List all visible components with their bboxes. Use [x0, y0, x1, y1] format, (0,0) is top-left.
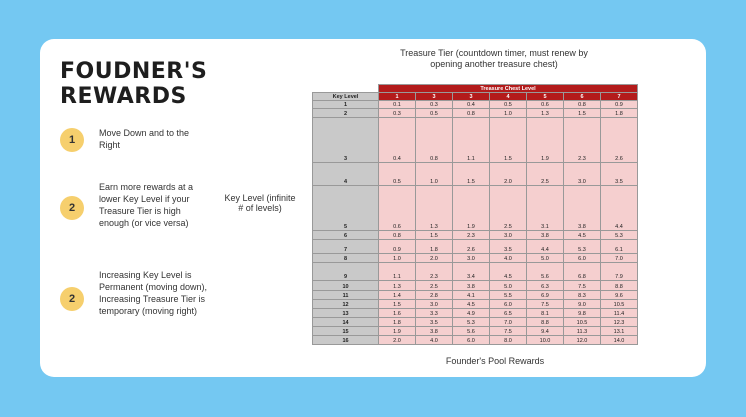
table-row — [313, 186, 638, 231]
reward-value-cell: 4.5 — [453, 300, 490, 309]
reward-value-cell: 5.3 — [453, 318, 490, 327]
key-level-cell: 11 — [313, 291, 379, 300]
table-row — [313, 309, 638, 318]
treasure-tier-label: Treasure Tier (countdown timer, must renew by opening another treasure chest) — [400, 48, 588, 69]
key-level-cell: 3 — [313, 118, 379, 163]
reward-value-cell: 6.0 — [453, 336, 490, 345]
reward-value-cell: 2.6 — [601, 118, 638, 163]
reward-value-cell: 1.5 — [416, 231, 453, 240]
reward-value-cell: 0.8 — [453, 109, 490, 118]
reward-value-cell: 5.0 — [490, 281, 527, 291]
table-row — [313, 101, 638, 109]
step-badge: 1 — [60, 128, 84, 152]
reward-value-cell: 2.5 — [527, 163, 564, 186]
key-level-cell: 10 — [313, 281, 379, 291]
reward-value-cell: 0.9 — [379, 240, 416, 254]
reward-value-cell: 1.1 — [379, 263, 416, 281]
chest-level-column-header: 5 — [527, 93, 564, 101]
key-level-label: Key Level (infinite # of levels) — [224, 193, 296, 213]
table-row — [313, 118, 638, 163]
key-level-cell: 7 — [313, 240, 379, 254]
reward-value-cell: 10.0 — [527, 336, 564, 345]
reward-value-cell: 3.5 — [490, 240, 527, 254]
reward-value-cell: 1.0 — [490, 109, 527, 118]
table-row — [313, 240, 638, 254]
reward-value-cell: 3.8 — [527, 231, 564, 240]
reward-value-cell: 9.4 — [527, 327, 564, 336]
key-level-cell: 2 — [313, 109, 379, 118]
reward-value-cell: 2.0 — [416, 254, 453, 263]
reward-value-cell: 7.0 — [601, 254, 638, 263]
reward-value-cell: 8.1 — [527, 309, 564, 318]
reward-value-cell: 11.3 — [564, 327, 601, 336]
reward-value-cell: 2.6 — [453, 240, 490, 254]
reward-value-cell: 3.5 — [601, 163, 638, 186]
key-level-cell: 14 — [313, 318, 379, 327]
reward-value-cell: 0.8 — [564, 101, 601, 109]
reward-value-cell: 6.1 — [601, 240, 638, 254]
reward-value-cell: 2.0 — [379, 336, 416, 345]
reward-value-cell: 0.9 — [601, 101, 638, 109]
step-text: Increasing Key Level is Permanent (moving down), Increasing Treasure Tier is temporary (moving right) — [99, 270, 208, 316]
reward-value-cell: 1.9 — [453, 186, 490, 231]
reward-value-cell: 2.3 — [416, 263, 453, 281]
reward-value-cell: 3.8 — [416, 327, 453, 336]
reward-value-cell: 1.8 — [379, 318, 416, 327]
reward-value-cell: 4.5 — [490, 263, 527, 281]
reward-value-cell: 0.5 — [379, 163, 416, 186]
reward-value-cell: 1.9 — [527, 118, 564, 163]
reward-value-cell: 4.0 — [416, 336, 453, 345]
chest-level-column-header: 3 — [453, 93, 490, 101]
reward-value-cell: 2.5 — [416, 281, 453, 291]
table-row — [313, 318, 638, 327]
table-row — [313, 291, 638, 300]
reward-value-cell: 3.5 — [416, 318, 453, 327]
reward-value-cell: 6.5 — [490, 309, 527, 318]
reward-value-cell: 0.8 — [379, 231, 416, 240]
reward-value-cell: 1.3 — [379, 281, 416, 291]
key-level-cell: 4 — [313, 163, 379, 186]
reward-value-cell: 1.1 — [453, 118, 490, 163]
reward-value-cell: 9.6 — [601, 291, 638, 300]
key-level-cell: 9 — [313, 263, 379, 281]
page-title — [60, 59, 207, 109]
key-level-header: Key Level — [313, 93, 379, 101]
table-row — [313, 281, 638, 291]
table-row — [313, 231, 638, 240]
reward-value-cell: 2.3 — [564, 118, 601, 163]
reward-value-cell: 7.5 — [527, 300, 564, 309]
table-row — [313, 336, 638, 345]
key-level-cell: 12 — [313, 300, 379, 309]
key-level-cell: 13 — [313, 309, 379, 318]
reward-value-cell: 0.4 — [453, 101, 490, 109]
reward-value-cell: 8.8 — [601, 281, 638, 291]
reward-value-cell: 10.5 — [564, 318, 601, 327]
reward-value-cell: 2.8 — [416, 291, 453, 300]
reward-value-cell: 10.5 — [601, 300, 638, 309]
table-row — [313, 327, 638, 336]
reward-value-cell: 6.3 — [527, 281, 564, 291]
reward-value-cell: 11.4 — [601, 309, 638, 318]
reward-value-cell: 0.3 — [379, 109, 416, 118]
reward-value-cell: 7.9 — [601, 263, 638, 281]
reward-value-cell: 1.5 — [490, 118, 527, 163]
rewards-table — [312, 84, 638, 345]
key-level-cell: 1 — [313, 101, 379, 109]
reward-value-cell: 4.4 — [527, 240, 564, 254]
reward-value-cell: 4.1 — [453, 291, 490, 300]
reward-value-cell: 0.8 — [416, 118, 453, 163]
reward-value-cell: 8.8 — [527, 318, 564, 327]
key-level-cell: 16 — [313, 336, 379, 345]
chest-level-column-header: 7 — [601, 93, 638, 101]
reward-value-cell: 1.3 — [527, 109, 564, 118]
key-level-cell: 6 — [313, 231, 379, 240]
reward-value-cell: 0.5 — [416, 109, 453, 118]
reward-value-cell: 9.8 — [564, 309, 601, 318]
reward-value-cell: 9.0 — [564, 300, 601, 309]
step-text: Earn more rewards at a lower Key Level if your Treasure Tier is high enough (or vice versa) — [99, 182, 194, 228]
table-row — [313, 163, 638, 186]
rewards-card — [40, 39, 706, 377]
reward-value-cell: 3.0 — [453, 254, 490, 263]
reward-value-cell: 13.1 — [601, 327, 638, 336]
reward-value-cell: 3.0 — [490, 231, 527, 240]
reward-value-cell: 1.5 — [379, 300, 416, 309]
reward-value-cell: 3.4 — [453, 263, 490, 281]
reward-value-cell: 1.5 — [564, 109, 601, 118]
reward-value-cell: 1.0 — [379, 254, 416, 263]
reward-value-cell: 5.5 — [490, 291, 527, 300]
reward-value-cell: 6.9 — [527, 291, 564, 300]
reward-value-cell: 0.3 — [416, 101, 453, 109]
reward-value-cell: 5.0 — [527, 254, 564, 263]
reward-value-cell: 3.1 — [527, 186, 564, 231]
table-row — [313, 109, 638, 118]
chest-level-column-header: 3 — [416, 93, 453, 101]
reward-value-cell: 1.3 — [416, 186, 453, 231]
reward-value-cell: 5.3 — [564, 240, 601, 254]
table-row — [313, 263, 638, 281]
reward-value-cell: 3.0 — [416, 300, 453, 309]
title-line-1: FOUDNER'S — [60, 59, 208, 84]
reward-value-cell: 5.6 — [453, 327, 490, 336]
reward-value-cell: 1.5 — [453, 163, 490, 186]
reward-value-cell: 7.0 — [490, 318, 527, 327]
founders-pool-label: Founder's Pool Rewards — [445, 356, 545, 366]
reward-value-cell: 2.5 — [490, 186, 527, 231]
reward-value-cell: 7.5 — [564, 281, 601, 291]
reward-value-cell: 8.0 — [490, 336, 527, 345]
reward-value-cell: 1.6 — [379, 309, 416, 318]
key-level-cell: 5 — [313, 186, 379, 231]
reward-value-cell: 6.0 — [490, 300, 527, 309]
reward-value-cell: 4.5 — [564, 231, 601, 240]
reward-value-cell: 1.9 — [379, 327, 416, 336]
reward-value-cell: 0.1 — [379, 101, 416, 109]
reward-value-cell: 4.9 — [453, 309, 490, 318]
reward-value-cell: 2.0 — [490, 163, 527, 186]
title-line-2: REWARDS — [60, 84, 187, 109]
table-row — [313, 254, 638, 263]
reward-value-cell: 1.8 — [416, 240, 453, 254]
chest-level-header: Treasure Chest Level — [379, 85, 638, 93]
reward-value-cell: 5.3 — [601, 231, 638, 240]
reward-value-cell: 0.6 — [379, 186, 416, 231]
reward-value-cell: 14.0 — [601, 336, 638, 345]
reward-value-cell: 0.4 — [379, 118, 416, 163]
reward-value-cell: 2.3 — [453, 231, 490, 240]
reward-value-cell: 12.0 — [564, 336, 601, 345]
reward-value-cell: 1.0 — [416, 163, 453, 186]
reward-value-cell: 3.3 — [416, 309, 453, 318]
key-level-cell: 8 — [313, 254, 379, 263]
reward-value-cell: 6.0 — [564, 254, 601, 263]
reward-value-cell: 3.0 — [564, 163, 601, 186]
table-row — [313, 300, 638, 309]
reward-value-cell: 7.5 — [490, 327, 527, 336]
reward-value-cell: 1.8 — [601, 109, 638, 118]
chest-level-column-header: 4 — [490, 93, 527, 101]
reward-value-cell: 3.8 — [453, 281, 490, 291]
step-badge: 2 — [60, 196, 84, 220]
reward-value-cell: 8.3 — [564, 291, 601, 300]
reward-value-cell: 1.4 — [379, 291, 416, 300]
reward-value-cell: 4.4 — [601, 186, 638, 231]
key-level-cell: 15 — [313, 327, 379, 336]
chest-level-column-header: 1 — [379, 93, 416, 101]
chest-level-column-header: 6 — [564, 93, 601, 101]
reward-value-cell: 4.0 — [490, 254, 527, 263]
reward-value-cell: 5.6 — [527, 263, 564, 281]
reward-value-cell: 0.6 — [527, 101, 564, 109]
step-text: Move Down and to the Right — [99, 128, 190, 150]
step-badge: 2 — [60, 287, 84, 311]
reward-value-cell: 0.5 — [490, 101, 527, 109]
reward-value-cell: 3.8 — [564, 186, 601, 231]
reward-value-cell: 12.3 — [601, 318, 638, 327]
table-corner — [313, 85, 379, 93]
reward-value-cell: 6.8 — [564, 263, 601, 281]
